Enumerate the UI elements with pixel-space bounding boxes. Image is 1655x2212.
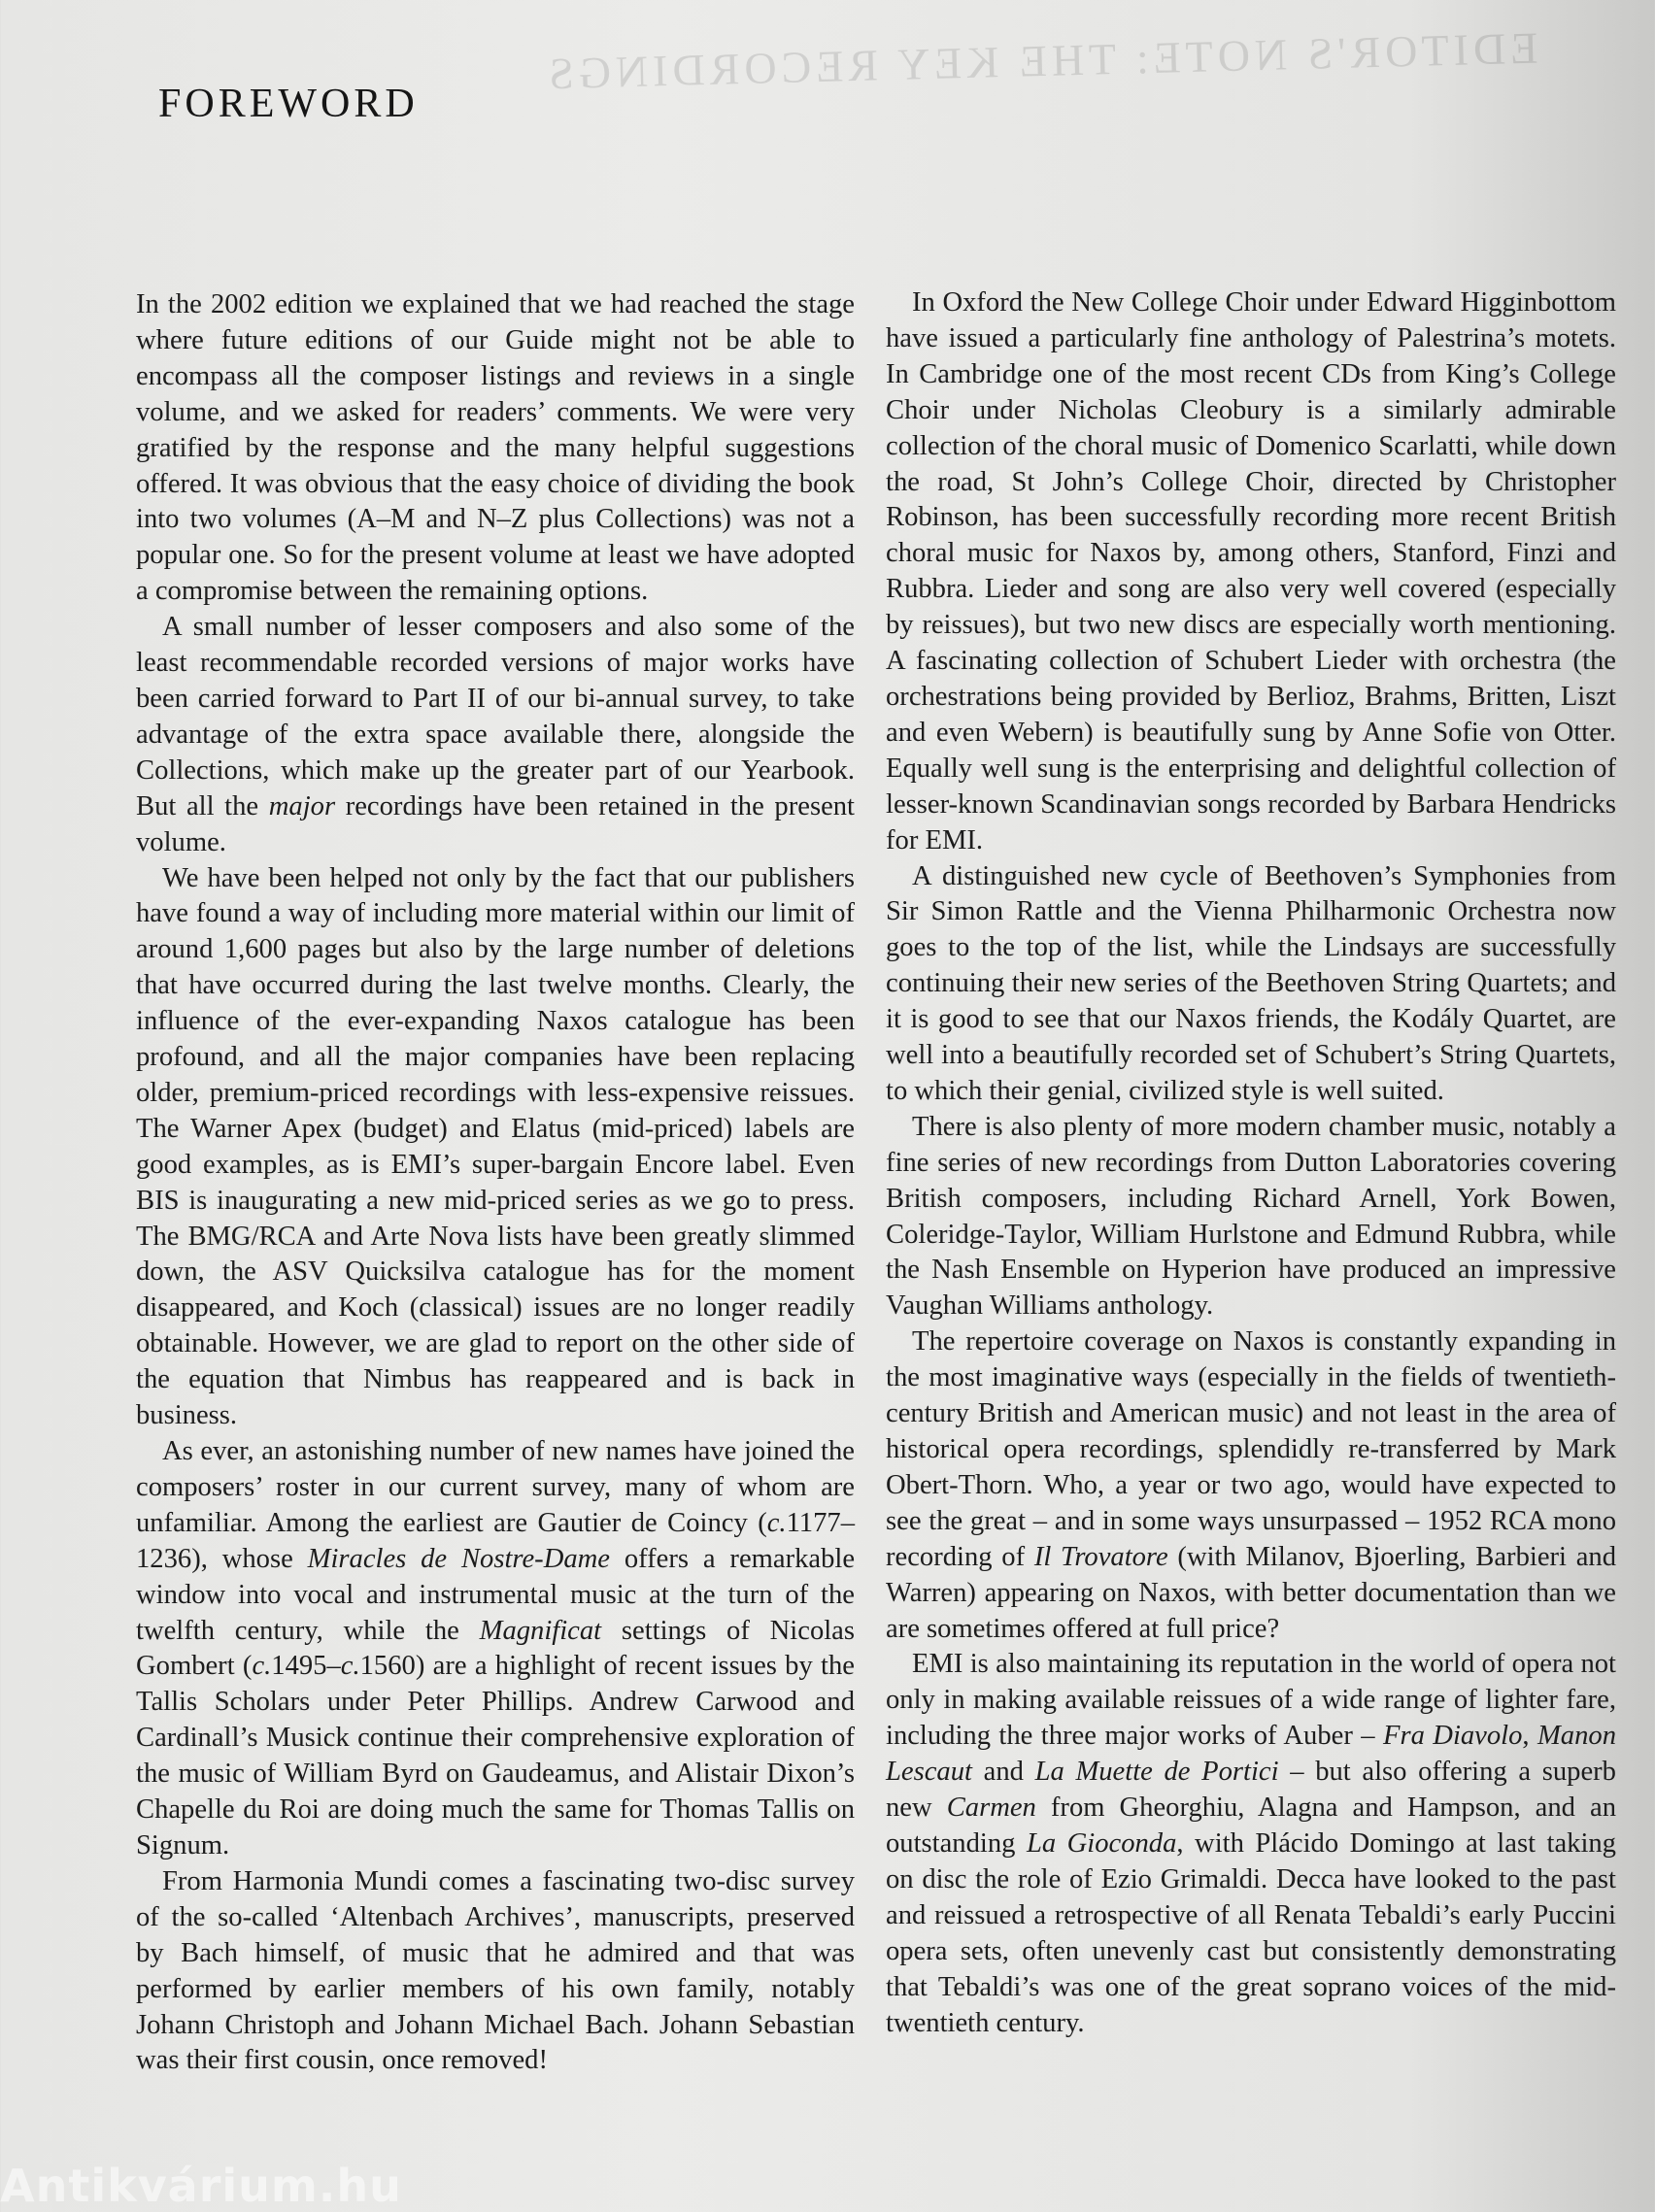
paragraph: The repertoire coverage on Naxos is constantly expanding in the most imaginative ways (especially in the fields of twentieth-century British and American music) and not least in the area of historical opera recordings, splendidly re-transferred by Mark Obert-Thorn. Who, a year or two ago, would have expected to see the great – and in some ways unsurpassed – 1952 RCA mono recording of Il Trovatore (with Milanov, Bjoerling, Barbieri and Warren) appearing on Naxos, with better documentation than we are sometimes offered at full price? — [886, 1326, 1616, 1644]
watermark: Antikvárium.hu — [0, 2160, 402, 2212]
left-column — [136, 287, 855, 2079]
paragraph: In Oxford the New College Choir under Edward Higginbottom have issued a particularly fine anthology of Palestrina’s motets. In Cambridge one of the most recent CDs from King’s College Choir under Nicholas Cleobury is a similarly admirable collection of the choral music of Domenico Scarlatti, while down the road, St John’s College Choir, directed by Christopher Robinson, has been successfully recording more recent British choral music for Naxos by, among others, Stanford, Finzi and Rubbra. Lieder and song are also very well covered (especially by reissues), but two new discs are especially worth mentioning. A fascinating collection of Schubert Lieder with orchestra (the orchestrations being provided by Berlioz, Brahms, Britten, Liszt and even Webern) is beautifully sung by Anne Sofie von Otter. Equally well sung is the enterprising and delightful collection of lesser-known Scandinavian songs recorded by Barbara Hendricks for EMI. — [886, 287, 1616, 855]
paragraph: As ever, an astonishing number of new names have joined the composers’ roster in our current survey, many of whom are unfamiliar. Among the earliest are Gautier de Coincy (c.1177–1236), whose Miracles de Nostre-Dame offers a remarkable window into vocal and instrumental music at the turn of the twelfth century, while the Magnificat settings of Nicolas Gombert (c.1495–c.1560) are a highlight of recent issues by the Tallis Scholars under Peter Phillips. Andrew Carwood and Cardinall’s Musick continue their comprehensive exploration of the music of William Byrd on Gaudeamus, and Alistair Dixon’s Chapelle du Roi are doing much the same for Thomas Tallis on Signum. — [136, 1436, 856, 1860]
paragraph: From Harmonia Mundi comes a fascinating two-disc survey of the so-called ‘Altenbach Archives’, manuscripts, preserved by Bach himself, of music that he admired and that was performed by earlier members of his own family, notably Johann Christoph and Johann Michael Bach. Johann Sebastian was their first cousin, once removed! — [136, 1865, 855, 2076]
paragraph: A distinguished new cycle of Beethoven’s Symphonies from Sir Simon Rattle and the Vienna Philharmonic Orchestra now goes to the top of the list, while the Lindsays are successfully continuing their new series of the Beethoven String Quartets; and it is good to see that our Naxos friends, the Kodály Quartet, are well into a beautifully recorded set of Schubert’s String Quartets, to which their genial, civilized style is well suited. — [886, 860, 1616, 1106]
paragraph: A small number of lesser composers and also some of the least recommendable recorded versions of major works have been carried forward to Part II of our bi-annual survey, to take advantage of the extra space available there, alongside the Collections, which make up the greater part of our Yearbook. But all the major recordings have been retained in the present volume. — [136, 612, 856, 857]
right-column — [886, 285, 1616, 2041]
page-title: FOREWORD — [158, 82, 419, 127]
show-through-heading: EDITOR'S NOTE: THE KEY RECORDINGS — [543, 22, 1538, 99]
paragraph: In the 2002 edition we explained that we had reached the stage where future editions of our Guide might not be able to encompass all the composer listings and reviews in a single volume, and we asked for readers’ comments. We were very gratified by the response and the many helpful suggestions offered. It was obvious that the easy choice of dividing the book into two volumes (A–M and N–Z plus Collections) was not a popular one. So for the present volume at least we have adopted a compromise between the remaining options. — [136, 289, 855, 607]
paragraph: EMI is also maintaining its reputation in the world of opera not only in making available reissues of a wide range of lighter fare, including the three major works of Auber – Fra Diavolo, Manon Lescaut and La Muette de Portici – but also offering a superb new Carmen from Gheorghiu, Alagna and Hampson, and an outstanding La Gioconda, with Plácido Domingo at last taking on disc the role of Ezio Grimaldi. Decca have looked to the past and reissued a retrospective of all Renata Tebaldi’s early Puccini opera sets, often unevenly cast but consistently demonstrating that Tebaldi’s was one of the great soprano voices of the mid-twentieth century. — [886, 1649, 1617, 2038]
paragraph: We have been helped not only by the fact that our publishers have found a way of including more material within our limit of around 1,600 pages but also by the large number of deletions that have occurred during the last twelve months. Clearly, the influence of the ever-expanding Naxos catalogue has been profound, and all the major companies have been replacing older, premium-priced recordings with less-expensive reissues. The Warner Apex (budget) and Elatus (mid-priced) labels are good examples, as is EMI’s super-bargain Encore label. Even BIS is inaugurating a new mid-priced series as we go to press. The BMG/RCA and Arte Nova lists have been greatly slimmed down, the ASV Quicksilva catalogue has for the moment disappeared, and Koch (classical) issues are no longer readily obtainable. However, we are glad to report on the other side of the equation that Nimbus has reappeared and is back in business. — [136, 862, 855, 1431]
paragraph: There is also plenty of more modern chamber music, notably a fine series of new recordings from Dutton Laboratories covering British composers, including Richard Arnell, York Bowen, Coleridge-Taylor, William Hurlstone and Edmund Rubbra, while the Nash Ensemble on Hyperion have produced an impressive Vaughan Williams anthology. — [886, 1111, 1616, 1322]
